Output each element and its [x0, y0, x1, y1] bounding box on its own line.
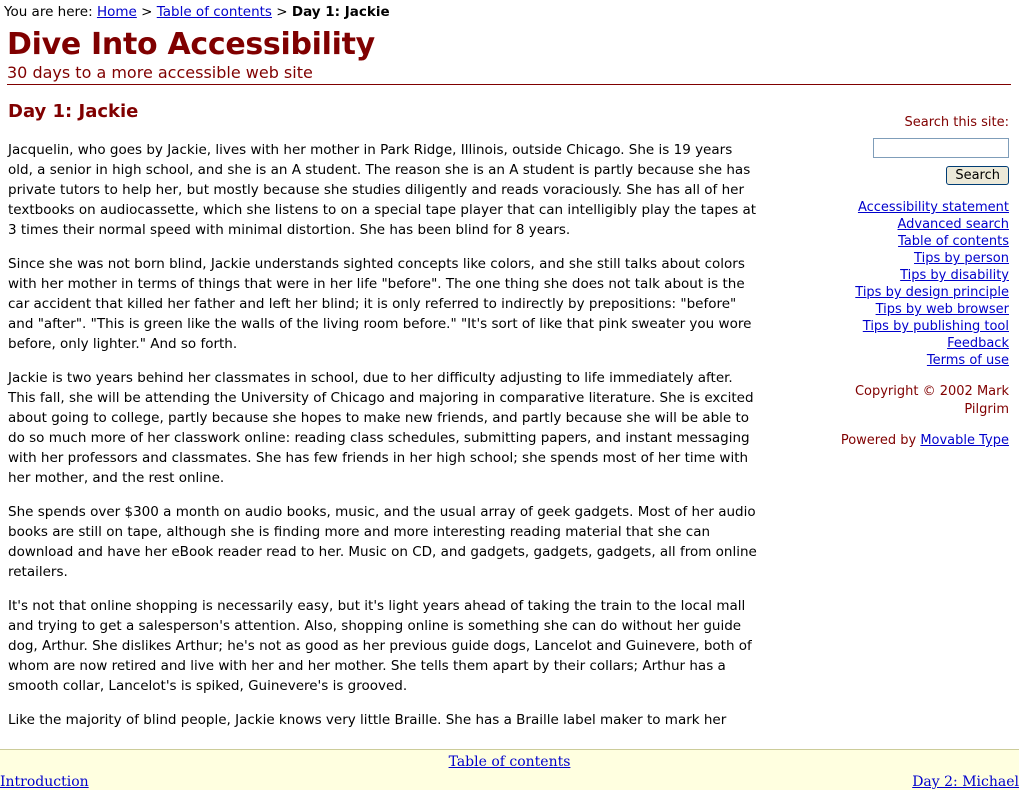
sidebar-link-advanced-search[interactable]: Advanced search: [897, 217, 1009, 232]
breadcrumb-prefix: You are here:: [4, 4, 93, 20]
sidebar: [809, 114, 1009, 450]
article-body: [8, 140, 760, 730]
breadcrumb-separator: >: [141, 4, 153, 20]
search-label: Search this site:: [904, 115, 1009, 130]
search-input[interactable]: [873, 138, 1009, 158]
sidebar-link-terms-of-use[interactable]: Terms of use: [926, 353, 1009, 368]
sidebar-link-feedback[interactable]: Feedback: [947, 336, 1009, 351]
navbar-next-link[interactable]: Day 2: Michael: [912, 774, 1019, 790]
sidebar-link-item: [809, 267, 1009, 284]
article-paragraph: Jackie is two years behind her classmates in school, due to her difficulty adjusting to life immediately after. This fall, she will be attending the University of Chicago and majoring in comparative literature. She is excited about going to college, partly because she hopes to make new friends, and partly because she will be able to do so much more of her classwork online: reading class schedules, submitting papers, and instant messaging with her professors and classmates. She has few friends in her high school; she spends most of her time with her mother, and the rest online.: [8, 370, 754, 486]
sidebar-link-item: [809, 335, 1009, 352]
breadcrumb-separator: >: [276, 4, 288, 20]
powered-by: [809, 432, 1009, 450]
sidebar-link-item: [809, 216, 1009, 233]
bottom-navbar: [0, 749, 1019, 790]
search-button-row: [809, 158, 1009, 185]
navbar-toc-row: [0, 753, 1019, 771]
article-paragraph: Like the majority of blind people, Jackie knows very little Braille. She has a Braille label maker to mark her: [8, 712, 727, 728]
search-button[interactable]: Search: [946, 166, 1009, 185]
breadcrumb-home-link[interactable]: Home: [96, 4, 137, 20]
article-paragraph: It's not that online shopping is necessarily easy, but it's light years ahead of taking the train to the local mall and trying to get a salesperson's attention. Also, shopping online is something she can do without her guide dog, Arthur. She dislikes Arthur; he's not as good as her previous guide dogs, Lancelot and Guinevere, both of whom are now retired and live with her and her mother. She tells them apart by their collars; Arthur has a smooth collar, Lancelot's is spiked, Guinevere's is grooved.: [8, 598, 752, 694]
sidebar-link-tips-by-design-principle[interactable]: Tips by design principle: [855, 285, 1009, 300]
sidebar-link-accessibility-statement[interactable]: Accessibility statement: [857, 200, 1009, 215]
article-paragraph: She spends over $300 a month on audio books, music, and the usual array of geek gadgets. Most of her audio books are still on tape, although she is finding more and more interesting reading material that she can download and have her eBook reader read to her. Music on CD, and gadgets, gadgets, gadgets, all from online retailers.: [8, 504, 757, 580]
search-input-row: [809, 138, 1009, 158]
powered-by-label: Powered by: [840, 433, 917, 448]
breadcrumb-toc-link[interactable]: Table of contents: [156, 4, 272, 20]
site-tagline: 30 days to a more accessible web site: [7, 63, 313, 82]
sidebar-link-tips-by-web-browser[interactable]: Tips by web browser: [875, 302, 1009, 317]
navbar-prev-link[interactable]: Introduction: [0, 774, 89, 790]
sidebar-link-item: [809, 284, 1009, 301]
sidebar-link-item: [809, 233, 1009, 250]
sidebar-link-item: [809, 301, 1009, 318]
sidebar-link-item: [809, 352, 1009, 369]
masthead: [7, 26, 1011, 85]
article-title: Day 1: Jackie: [8, 101, 139, 122]
site-title: Dive Into Accessibility: [7, 27, 375, 62]
movable-type-link[interactable]: Movable Type: [920, 433, 1009, 448]
breadcrumb: [4, 3, 390, 21]
sidebar-link-item: [809, 199, 1009, 216]
sidebar-link-tips-by-publishing-tool[interactable]: Tips by publishing tool: [862, 319, 1009, 334]
main-content: [8, 100, 760, 744]
sidebar-link-tips-by-disability[interactable]: Tips by disability: [900, 268, 1009, 283]
sidebar-link-tips-by-person[interactable]: Tips by person: [914, 251, 1009, 266]
sidebar-link-table-of-contents[interactable]: Table of contents: [898, 234, 1009, 249]
sidebar-link-item: [809, 250, 1009, 267]
sidebar-link-item: [809, 318, 1009, 335]
copyright-notice: Copyright © 2002 Mark Pilgrim: [854, 384, 1009, 417]
sidebar-links: [809, 199, 1009, 369]
article-paragraph: Since she was not born blind, Jackie understands sighted concepts like colors, and she still talks about colors with her mother in terms of things that were in her life "before". The one thing she does not talk about is the car accident that killed her father and left her blind; it is only referred to indirectly by prepositions: "before" and "after". "This is green like the walls of the living room before." "It's sort of like that pink sweater you wore before, only lighter." And so forth.: [8, 256, 752, 352]
breadcrumb-current: Day 1: Jackie: [291, 4, 390, 20]
article-paragraph: Jacquelin, who goes by Jackie, lives with her mother in Park Ridge, Illinois, outside Chicago. She is 19 years old, a senior in high school, and she is an A student. The reason she is an A student is partly because she has private tutors to help her, but mostly because she studies diligently and reads voraciously. She has all of her textbooks on audiocassette, which she listens to on a special tape player that can intelligibly play the tapes at 3 times their normal speed with minimal distortion. She has been blind for 8 years.: [8, 142, 757, 238]
navbar-toc-link[interactable]: Table of contents: [448, 754, 571, 770]
